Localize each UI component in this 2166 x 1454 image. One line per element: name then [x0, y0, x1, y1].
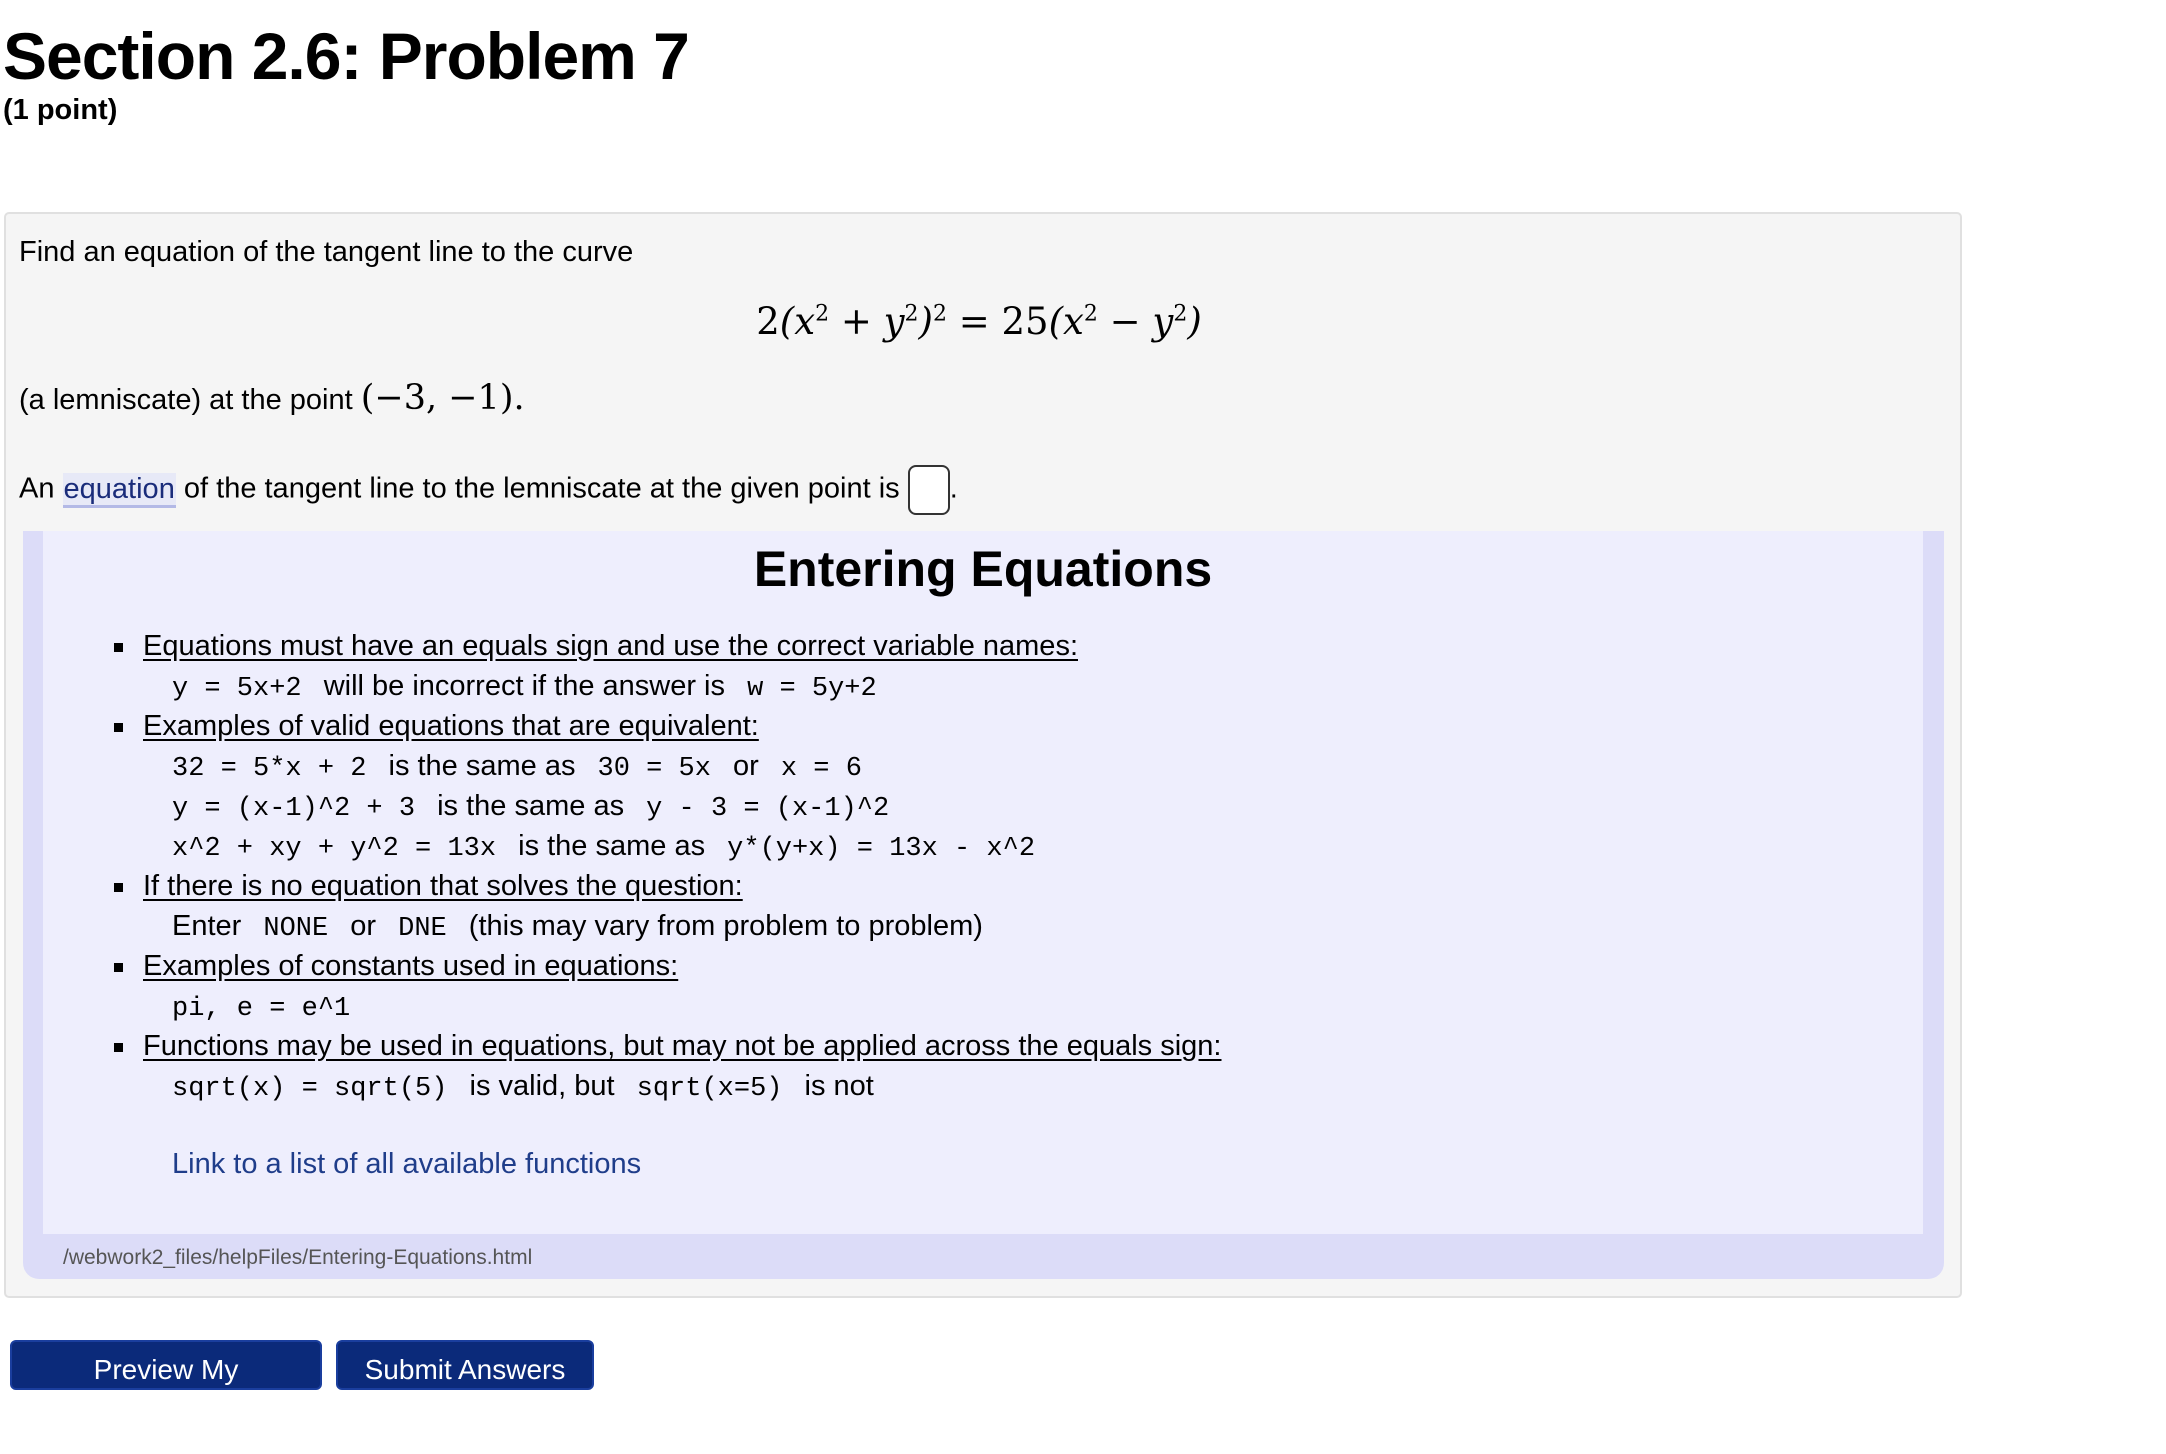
functions-list-link[interactable]: Link to a list of all available functions [172, 1148, 642, 1180]
preview-answers-button[interactable]: Preview My Answers [10, 1340, 322, 1390]
help-example-line: Enter NONE or DNE (this may vary from problem to problem) [172, 910, 983, 944]
help-example-line: pi, e = e^1 [172, 994, 351, 1024]
bullet-icon [114, 723, 123, 732]
point-prefix: (a lemniscate) at the point [19, 384, 353, 416]
point-line [19, 378, 525, 418]
help-title: Entering Equations [753, 541, 1213, 597]
points-label: (1 point) [3, 94, 118, 126]
page-title: Section 2.6: Problem 7 [3, 19, 689, 93]
curve-rhs-coef: = 25 [958, 300, 1049, 343]
submit-answers-button[interactable]: Submit Answers [336, 1340, 594, 1390]
help-heading: If there is no equation that solves the question: [143, 870, 743, 902]
answer-input[interactable] [908, 465, 950, 515]
bullet-icon [114, 643, 123, 652]
bullet-icon [114, 963, 123, 972]
help-example-line: 32 = 5*x + 2 is the same as 30 = 5x or x = 6 [172, 750, 862, 784]
help-example-line: y = 5x+2 will be incorrect if the answer is w = 5y+2 [172, 670, 877, 704]
answer-line: An equation of the tangent line to the lemniscate at the given point is . [19, 465, 958, 515]
curve-lhs-coef: 2 [756, 300, 780, 343]
point-value: (−3, −1). [360, 378, 525, 418]
bullet-icon [114, 1043, 123, 1052]
help-example-line: y = (x-1)^2 + 3 is the same as y - 3 = (x-1)^2 [172, 790, 890, 824]
problem-intro: Find an equation of the tangent line to the curve [19, 236, 634, 268]
help-heading: Examples of valid equations that are equivalent: [143, 710, 759, 742]
help-file-path: /webwork2_files/helpFiles/Entering-Equations.html [63, 1246, 533, 1269]
help-heading: Examples of constants used in equations: [143, 950, 679, 982]
curve-equation: $2(x^2 + y^2)^2 = 25(x^2 - y^2)$ [756, 300, 1202, 343]
answer-suffix: of the tangent line to the lemniscate at the given point is [183, 472, 900, 505]
help-example-line: sqrt(x) = sqrt(5) is valid, but sqrt(x=5) is not [172, 1070, 874, 1104]
bullet-icon [114, 883, 123, 892]
equation-help-link[interactable]: equation [63, 473, 176, 508]
help-example-line: x^2 + xy + y^2 = 13x is the same as y*(y+x) = 13x - x^2 [172, 830, 1036, 864]
answer-prefix: An [19, 472, 55, 505]
help-heading: Functions may be used in equations, but may not be applied across the equals sign: [143, 1030, 1222, 1062]
help-heading: Equations must have an equals sign and use the correct variable names: [143, 630, 1078, 662]
